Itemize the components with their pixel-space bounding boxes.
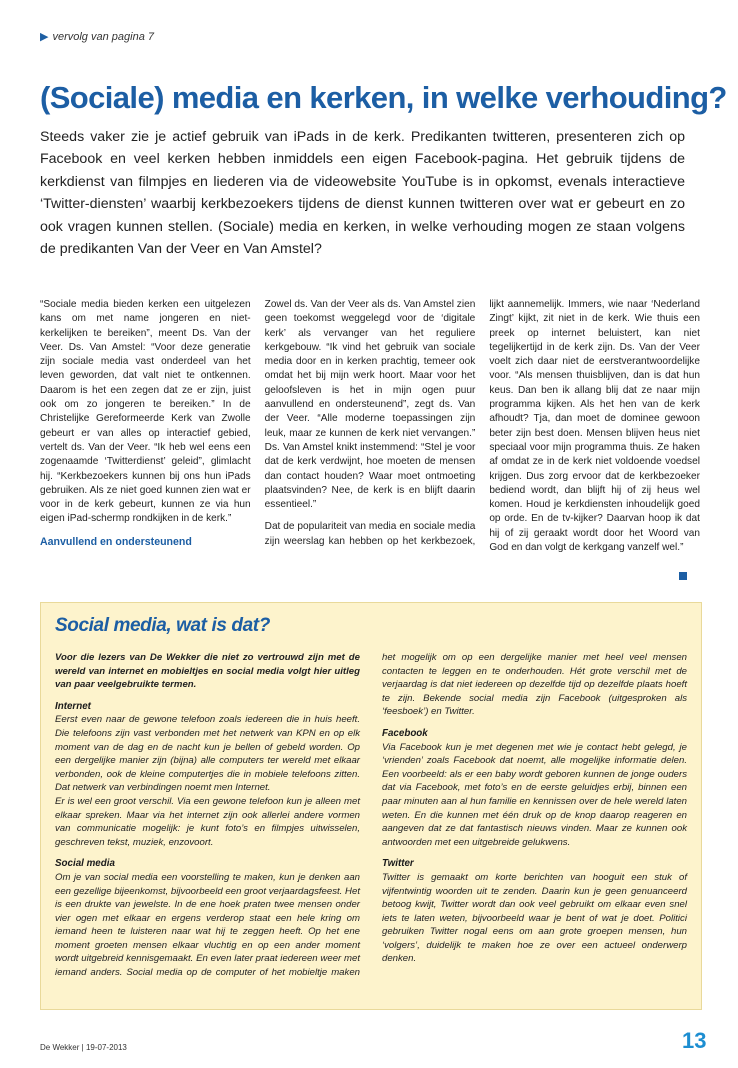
section-heading-facebook: Facebook [382, 727, 428, 739]
article-intro: Steeds vaker zie je actief gebruik van iPads in de kerk. Predikanten twitteren, presenteren zich op Facebook en veel kerken hebben inmiddels een eigen Facebook-pagina. Het gebruik tijdens de kerkdienst van filmpjes en liederen via de videowebsite YouTube is in opkomst, evenals interactieve ‘Twitter-diensten’ waarbij kerkbezoekers tijdens de dienst kunnen twitteren over wat er gebeurt en zo ook vragen kunnen stellen. (Sociale) media en kerken, in welke verhouding mogen ze staan volgens de predikanten Van der Veer en Van Amstel? [40, 129, 685, 258]
section-heading-internet: Internet [55, 700, 91, 712]
info-box-columns [55, 651, 687, 1001]
section-internet-paragraph-1: Eerst even naar de gewone telefoon zoals iedereen die in huis heeft. Die telefoons zijn vast verbonden met het netwerk van KPN en op elk moment van de dag en de nacht kun je bellen of gebeld worden. Op een dergelijke manier zijn (bijna) alle computers ter wereld met elkaar verbonden, ook de kleine computertjes die in mobiele telefoons zitten. Dat netwerk van verbindingen noemt men Internet. [55, 714, 360, 794]
footer-publication: De Wekker | 19-07-2013 [40, 1043, 127, 1052]
body-paragraph-3: Dat de populariteit van media en sociale media zijn weerslag kan hebben op het kerkbezoek, lijkt aannemelijk. Immers, wie naar ‘Nederland Zingt’ kijkt, zit niet in de kerk. Wie thuis een preek op internet beluistert, kan niet tegelijkertijd in de kerk zijn. Ds. Van der Veer voelt zich daar niet de eerstverantwoordelijke voor. “Als mensen thuisblijven, dan is dat hun keus. Dan ben ik allang blij dat ze naar mijn programma kijken. Als het hen van de kerk afhoudt? Tja, dan moet de dominee gewoon beter zijn best doen. Mensen blijven heus niet speciaal voor mijn programma thuis. Ze haken af omdat ze in de kerk niet voldoende voedsel krijgen. Dus zorg ervoor dat de kerkbezoeker bediend wordt, dan blijft hij of zij heus wel komen. Houd je kerkdiensten inhoudelijk goed op orde. En de tv-kijker? Daarvan hoop ik dat hij of zij geraakt wordt door het Woord van God en dan volgt de kerkgang vanzelf wel.” [264, 299, 700, 554]
article-title: (Sociale) media en kerken, in welke verhouding? [40, 80, 727, 115]
info-box [40, 602, 702, 1010]
article-body [40, 298, 700, 598]
body-paragraph-2: Zowel ds. Van der Veer als ds. Van Amstel zien geen toekomst weggelegd voor de ‘digitale kerk’ als vervanger van het reguliere kerkgebouw. “Ik vind het gebruik van sociale media door en in kerken prachtig, temeer ook omdat het bij mijn werk hoort. Maar voor het geloofsleven is het in mijn ogen puur aanvullend en ondersteunend”, zegt ds. Van der Veer. “Alle moderne toepassingen zijn leuk, maar ze kunnen de kerk niet vervangen.” Ds. Van Amstel knikt instemmend: “Stel je voor dat de kerk verdwijnt, hoe moeten de mensen dan contact houden? Waar moet ontmoeting plaatsvinden? Nee, de kerk is en blijft daarin essentieel.” [264, 299, 476, 511]
section-social-media-paragraph: Om je van social media een voorstelling te maken, kun je denken aan een gezellige bijeenkomst, bijvoorbeeld een groot verjaardagsfeest. Het is een drukte van jewelste. In de ene hoek praten twee mensen onder vier ogen met elkaar en ergens verderop staat een hele kring om iemand heen te luisteren naar wat hij te zeggen heeft. Op het ene moment groeten mensen elkaar vluchtig en op een ander moment wordt uitgebreid kennisgemaakt. En even later praat iedereen weer met iemand anders. Social media op de computer of het mobieltje maken het mogelijk om op een dergelijke manier met heel veel mensen contacten te leggen en te onderhouden. Hét grote verschil met de verjaardag is dat niet iedereen op dezelfde tijd op dezelfde plaats hoeft te zijn. Bekende social media zijn Facebook (uitgesproken als ‘feesboek’) en Twitter. [55, 652, 687, 979]
continuation-text: vervolg van pagina 7 [52, 31, 154, 43]
section-facebook-paragraph: Via Facebook kun je met degenen met wie je contact hebt gelegd, je ‘vrienden’ zoals Facebook dat noemt, alle mogelijke informatie delen. Een voorbeeld: als er een baby wordt geboren kunnen de jonge ouders dat via Facebook, met foto’s en de eerste geluidjes erbij, binnen een paar minuten aan al hun familie en kennissen over de hele wereld laten weten. En die kunnen met één druk op de knop daarop reageren en aangeven dat ze dat fantastisch nieuws vinden. Maar ze kunnen ook antwoorden met een uitgebreide gelukwens. [382, 741, 687, 848]
info-box-lead: Voor die lezers van De Wekker die niet zo vertrouwd zijn met de wereld van internet en mobieltjes en social media volgt hier uitleg van paar veelgebruikte termen. [55, 652, 360, 691]
page-number: 13 [682, 1028, 707, 1053]
info-box-title: Social media, wat is dat? [55, 615, 270, 636]
body-paragraph-1: “Sociale media bieden kerken een uitgelezen kans om met name jongeren en niet-kerkelijken te bereiken”, meent Ds. Van der Veer. Ds. Van Amstel: “Voor deze generatie zijn sociale media vast onderdeel van het leven geworden, dat valt niet te ontkennen. Daarom is het een zegen dat ze er zijn, juist ook om zo jongeren te bereiken.” In de Christelijke Gereformeerde Kerk van Zwolle gebeurt er van alles op interactief gebied, vertelt ds. Van der Veer. “Ik heb wel eens een zogenaamde ‘Twitterdienst’ geleid”, glimlacht hij. “Kerkbezoekers kunnen bij ons hun iPads gebruiken. Als ze niet goed kunnen zien wat er voor in de kerk gebeurt, kunnen ze via hun eigen iPad-schermp rondkijken in de kerk.” [40, 299, 251, 525]
article-subheading: Aanvullend en ondersteunend [40, 535, 192, 548]
section-internet-paragraph-2: Er is wel een groot verschil. Via een gewone telefoon kun je alleen met elkaar spreken. Maar via het internet zijn ook allerlei andere vormen van communicatie mogelijk: je kunt foto’s en filmpjes uitwisselen, geschreven tekst, muziek, enzovoort. [55, 795, 360, 848]
section-twitter-paragraph: Twitter is gemaakt om korte berichten van hooguit een stuk of vijfentwintig woorden uit te zenden. Daarin kun je geen genuanceerd betoog kwijt, Twitter wordt dan ook veel gebruikt om elkaar even snel iets te laten weten, bijvoorbeeld waar je bent of wat je doet. Politici gebruiken Twitter nogal eens om aan grote groepen mensen, hun ‘volgers’, duidelijk te maken hoe ze over een actueel onderwerp denken. [382, 871, 687, 965]
continuation-note [40, 30, 154, 43]
end-of-article-square-icon [679, 572, 687, 580]
section-heading-twitter: Twitter [382, 858, 414, 870]
section-heading-social-media: Social media [55, 858, 115, 870]
triangle-right-icon: ▶ [40, 31, 49, 43]
